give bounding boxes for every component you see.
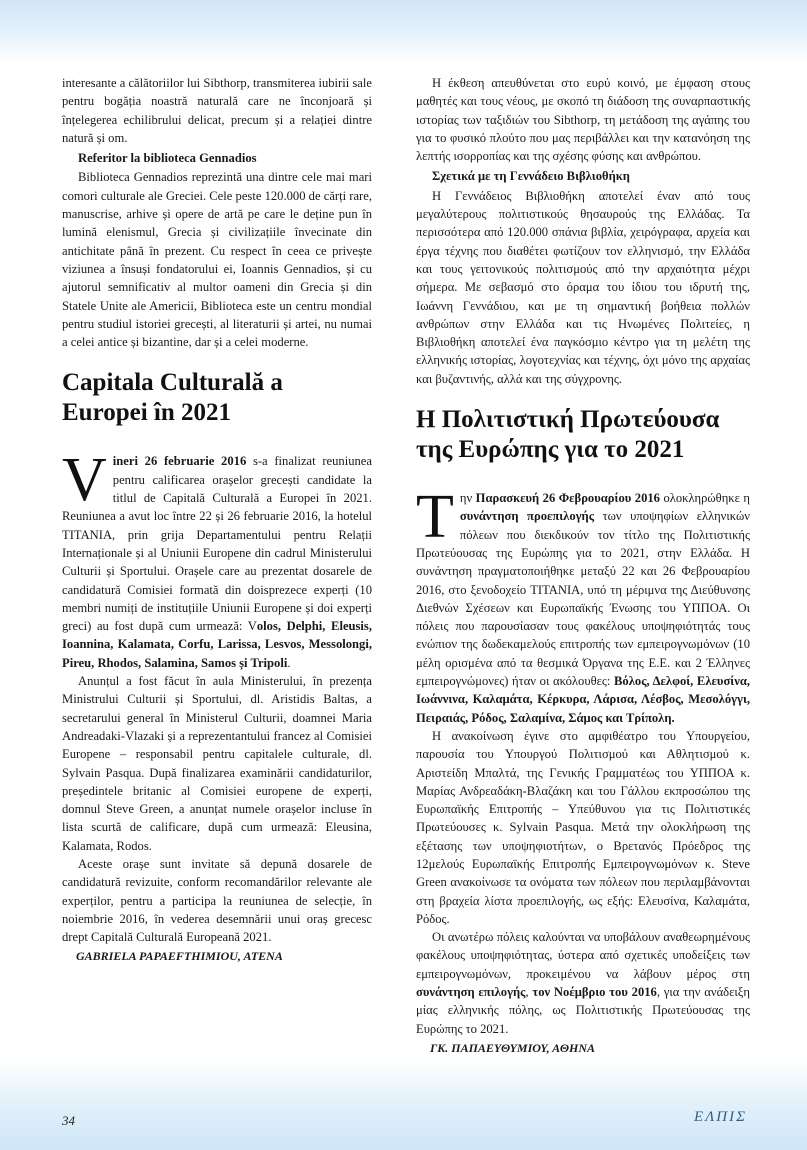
top-decorative-band [0, 0, 807, 62]
left-lead-cities: olos, Delphi, Eleusis, Ioannina, Kalamata, Corfu, Larissa, Lesvos, Messolongi, Pireu, Rhodos, Salamina, Samos și Tripoli [62, 619, 372, 670]
page-number: 34 [62, 1113, 75, 1128]
right-p3-selection: συνάντηση επιλογής [416, 985, 526, 1000]
bottom-decorative-band [0, 1060, 807, 1150]
right-lead-paragraph [416, 483, 750, 727]
left-signature: GABRIELA PAPAEFTHIMIOU, ATENA [76, 949, 283, 964]
right-lead-b: ολοκληρώθηκε η [659, 491, 750, 506]
right-paragraph-gennadios: Η Γεννάδειος Βιβλιοθήκη αποτελεί έναν από τους μεγαλύτερους πολιτιστικούς θησαυρούς της Ελλάδας. Τα περισσότερα από 120.000 σπάνια βιβλία, χειρόγραφα, αρχεία και έργα τέχνης που διαθέτει φωτίζουν τον ελληνισμό, την Ελλάδα και τους γειτονικούς πολιτισμούς από την αρχαιότητα μέχρι σήμερα. Με σεβασμό στο όραμα του ίδιου του ιδρυτή της, Ιωάννη Γεννάδιου, και με τη σημαντική βοήθεια πολλών ανθρώπων στην Ελλάδα και τις Ηνωμένες Πολιτείες, η Βιβλιοθήκη αποτελεί ένα παγκόσμιο κέντρο για τη μελέτη της ελληνικής ιστορίας, λογοτεχνίας και τέχνης, όχι μόνο της αρχαίας και βυζαντινής, αλλά και της σύγχρονης. [416, 188, 750, 386]
right-article-heading: Η Πολιτιστική Πρωτεύουσα της Ευρώπης για το 2021 [416, 406, 720, 464]
right-dropcap: Τ [416, 483, 454, 552]
right-paragraph-invitation [416, 928, 750, 1038]
left-column [62, 74, 372, 966]
right-lead-date: Παρασκευή 26 Φεβρουαρίου 2016 [475, 491, 660, 506]
left-lead-text: s-a finalizat reuniunea pentru calificarea orașelor grecești candidate la titlul de Capitală Culturală a Europei în 2021. Reuniunea a avut loc între 22 și 26 februarie 2016, la hotelul TITANIA, prin grija Departamentului pentru Relații Internaționale și al Uniunii Europene din cadrul Ministerului Culturii și Sportului. Orașele care au prezentat dosarele de candidatură Comisiei formată din doisprezece experți (10 membri numiți de instituțiile Uniunii Europene și doi experți greci) au fost după cum urmează: V [62, 454, 372, 634]
left-paragraph-announcement: Anunțul a fost făcut în aula Ministerului, în prezența Ministrului Culturii și Sportului, dl. Aristidis Baltas, a secretarului general în Ministerul Culturii, doamnei Maria Andreadaki-Vlazaki și a reprezentantului francez al Comisiei Europene – responsabil pentru capitalele culturale, dl. Sylvain Pasqua. După finalizarea examinării candidaturilor, președintele britanic al Comisiei europene de experți, domnul Steve Green, a anunțat numele orașelor incluse în lista scurtă de calificare, după cum urmează: Eleusina, Kalamata, Rodos. [62, 674, 372, 853]
left-lead-paragraph [62, 446, 372, 672]
right-p3-c: , για την ανάδειξη μίας ελληνικής πόλης, ως Πολιτιστικής Πρωτεύουσας της Ευρώπης το 2021. [416, 985, 750, 1036]
right-p3-a: Οι ανωτέρω πόλεις καλούνται να υποβάλουν αναθεωρημένους φακέλους υποψηφιότητας, ύστερα από σχετικές υποδείξεις των εμπειρογνωμόνων, προκειμένου να λάβουν μέρος στη [416, 930, 750, 981]
right-paragraph-intro: Η έκθεση απευθύνεται στο ευρύ κοινό, με έμφαση στους μαθητές και τους νέους, με σκοπό τη διάδοση της συναρπαστικής ιστορίας των ταξιδιών του Sibthorp, τη μετάδοση της αγάπης του για το φυσικό πλούτο που μας περιβάλλει και την κατανόηση της λεπτής ισορροπίας και της σχέσης φύσης και ανθρώπου. [416, 76, 750, 164]
right-lead-c: των υποψηφίων ελληνικών πόλεων που διεκδικούν τον τίτλο της Πολιτιστικής Πρωτεύουσας της Ευρώπης για το 2021, στην Ελλάδα. Η συνάντηση πραγματοποιήθηκε μεταξύ 22 και 26 Φεβρουαρίου 2016, στο ξενοδοχείο TITANIA, υπό τη μέριμνα της Διεύθυνσης Διεθνών Σχέσεων και Ευρωπαϊκής Ένωσης του ΥΠΠΟΑ. Οι πόλεις που παρουσίασαν τους φακέλους υποψηφιότητάς τους ενώπιον της δωδεκαμελούς επιτροπής των εμπειρογνωμόνων (10 μέλη ορισμένα από τα θεσμικά Όργανα της Ε.Ε. και 2 Έλληνες εμπειρογνώμονες) ήταν οι ακόλουθες: [416, 509, 750, 689]
left-subheading-gennadios: Referitor la biblioteca Gennadios [78, 151, 257, 166]
right-subheading-gennadios: Σχετικά με τη Γεννάδειο Βιβλιοθήκη [432, 169, 630, 184]
right-paragraph-announcement: Η ανακοίνωση έγινε στο αμφιθέατρο του Υπουργείου, παρουσία του Υπουργού Πολιτισμού και Αθλητισμού κ. Αριστείδη Μπαλτά, της Γενικής Γραμματέως του ΥΠΠΟΑ κ. Μαρίας Ανδρεαδάκη-Βλαζάκη και του Γάλλου εκπροσώπου της Ευρωπαϊκής Επιτροπής – Υπεύθυνου για τις Πολιτιστικές Πρωτεύουσες κ. Sylvain Pasqua. Μετά την ολοκλήρωση της εξέτασης των υποψηφιοτήτων, ο Βρετανός Πρόεδρος της 12μελούς Ευρωπαϊκής Επιτροπής Εμπειρογνωμόνων κ. Steve Green ανακοίνωσε τα ονόματα των πόλεων που περιλαμβάνονται στη βραχεία λίστα προεπιλογής, ως εξής: Ελευσίνα, Καλαμάτα, Ρόδος. [416, 728, 750, 926]
left-lead-end: . [287, 655, 291, 670]
left-dropcap: V [62, 446, 107, 515]
right-column [416, 74, 750, 1057]
right-lead-meeting: συνάντηση προεπιλογής [459, 509, 595, 524]
left-lead-date: ineri 26 februarie 2016 [112, 454, 247, 469]
right-lead-a: ην [459, 491, 476, 506]
left-paragraph-intro: interesante a călătoriilor lui Sibthorp, transmiterea iubirii sale pentru bogăția noastră naturală care ne înconjoară și înțelegerea echilibrului delicat, precum și a relației dintre natură și om. [62, 76, 372, 145]
right-signature: ΓΚ. ΠΑΠΑΕΥΘΥΜΙΟΥ, ΑΘΗΝΑ [430, 1040, 595, 1055]
left-paragraph-invitation: Aceste orașe sunt invitate să depună dosarele de candidatură revizuite, conform recomandărilor relevante ale experților, pentru a participa la reuniunea de selecție, în noiembrie 2016, în vederea desemnării unui oraș grecesc drept Capitală Culturală Europeană 2021. [62, 856, 372, 945]
journal-name: ΕΛΠΙΣ [694, 1109, 747, 1125]
right-p3-b: , [525, 985, 533, 1000]
right-p3-november: τον Νοέμβριο του 2016 [532, 985, 657, 1000]
right-lead-cities: Βόλος, Δελφοί, Ελευσίνα, Ιωάννινα, Καλαμάτα, Κέρκυρα, Λάρισα, Λέσβος, Μεσολόγγι, Πειραιάς, Ρόδος, Σαλαμίνα, Σάμος και Τρίπολη. [416, 674, 750, 725]
left-article-heading: Capitala Culturală a Europei în 2021 [62, 369, 283, 427]
left-paragraph-gennadios: Biblioteca Gennadios reprezintă una dintre cele mai mari comori culturale ale Greciei. Cele peste 120.000 de cărți rare, manuscrise, arhive și opere de artă pe care le deține pun în lumină elenismul, Grecia și civilizațiile învecinate din antichitate până în prezent. Cu respect în ceea ce privește viziunea a însuși fondatorului ei, Ioannis Gennadios, și cu ajutorul semnificativ al multor oameni din Grecia și din Statele Unite ale Americii, Biblioteca este un centru mondial pentru studiul istoriei grecești, al literaturii și artei, nu numai a celei antice și bizantine, dar și a celei moderne. [62, 170, 372, 350]
